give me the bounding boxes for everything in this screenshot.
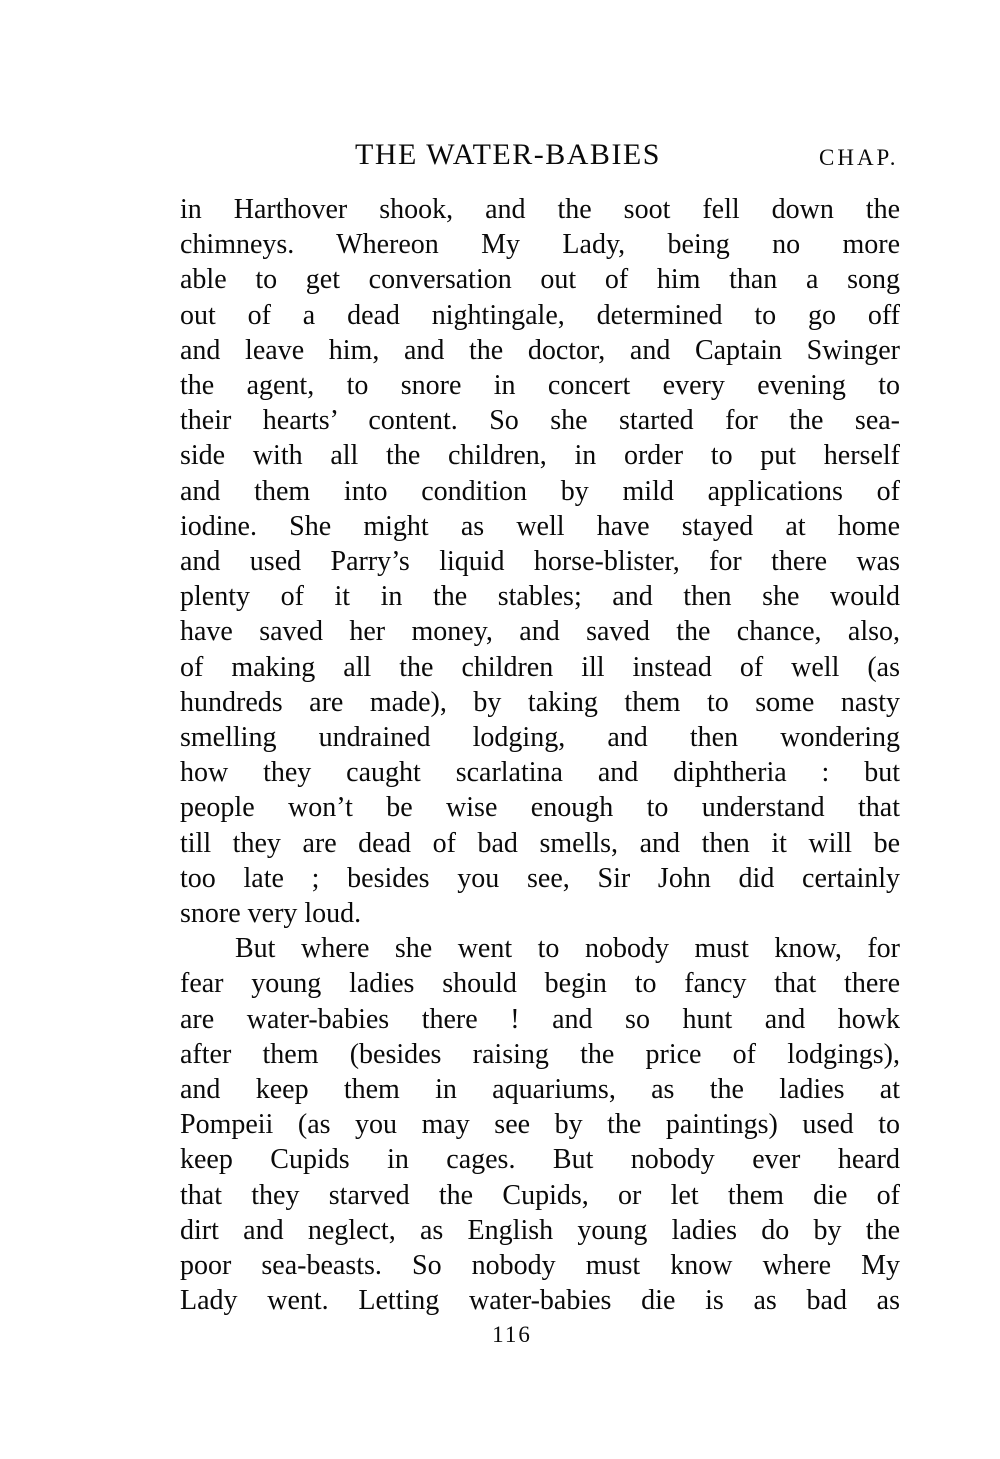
text-line: plenty of it in the stables; and then she would xyxy=(180,581,900,613)
text-line: in Harthover shook, and the soot fell down the xyxy=(180,194,900,225)
text-line: dirt and neglect, as English young ladies do by the xyxy=(180,1214,900,1246)
text-line: their hearts’ content. So she started for the sea- xyxy=(180,405,900,437)
text-line: out of a dead nightingale, determined to go off xyxy=(180,299,900,331)
text-line: Pompeii (as you may see by the paintings) used to xyxy=(180,1109,900,1141)
text-line: too late ; besides you see, Sir John did certainly xyxy=(180,862,900,894)
page-body xyxy=(180,192,900,1319)
text-line: that they starved the Cupids, or let them die of xyxy=(180,1179,900,1211)
paragraph xyxy=(180,192,900,931)
text-line: how they caught scarlatina and diphtheria : but xyxy=(180,757,900,789)
text-line: and leave him, and the doctor, and Captain Swinger xyxy=(180,334,900,366)
page-title: THE WATER-BABIES xyxy=(355,138,661,171)
running-header xyxy=(0,138,1000,172)
text-line: and used Parry’s liquid horse-blister, for there was xyxy=(180,546,900,578)
text-line: chimneys. Whereon My Lady, being no more xyxy=(180,229,900,261)
page-number: 116 xyxy=(492,1322,532,1347)
text-line: fear young ladies should begin to fancy that there xyxy=(180,968,900,1000)
text-line: snore very loud. xyxy=(180,898,362,930)
chapter-label: CHAP. xyxy=(819,145,899,170)
text-line: keep Cupids in cages. But nobody ever heard xyxy=(180,1144,900,1176)
text-line: after them (besides raising the price of lodgings), xyxy=(180,1038,900,1070)
text-line: and keep them in aquariums, as the ladies at xyxy=(180,1074,900,1106)
text-line: poor sea-beasts. So nobody must know where My xyxy=(180,1250,900,1282)
text-line: Lady went. Letting water-babies die is as bad as xyxy=(180,1285,900,1317)
text-line: till they are dead of bad smells, and then it will be xyxy=(180,827,900,859)
paragraph xyxy=(180,931,900,1318)
text-line: able to get conversation out of him than a song xyxy=(180,264,900,296)
text-line: hundreds are made), by taking them to some nasty xyxy=(180,686,900,718)
text-line: iodine. She might as well have stayed at home xyxy=(180,510,900,542)
text-line: smelling undrained lodging, and then wondering xyxy=(180,722,900,754)
text-line: of making all the children ill instead of well (as xyxy=(180,651,900,683)
text-line: But where she went to nobody must know, for xyxy=(235,933,900,965)
text-line: have saved her money, and saved the chance, also, xyxy=(180,616,900,648)
text-line: the agent, to snore in concert every evening to xyxy=(180,370,900,402)
text-line: and them into condition by mild applications of xyxy=(180,475,900,507)
text-line: are water-babies there ! and so hunt and howk xyxy=(180,1003,900,1035)
text-line: side with all the children, in order to put herself xyxy=(180,440,900,472)
text-line: people won’t be wise enough to understand that xyxy=(180,792,900,824)
